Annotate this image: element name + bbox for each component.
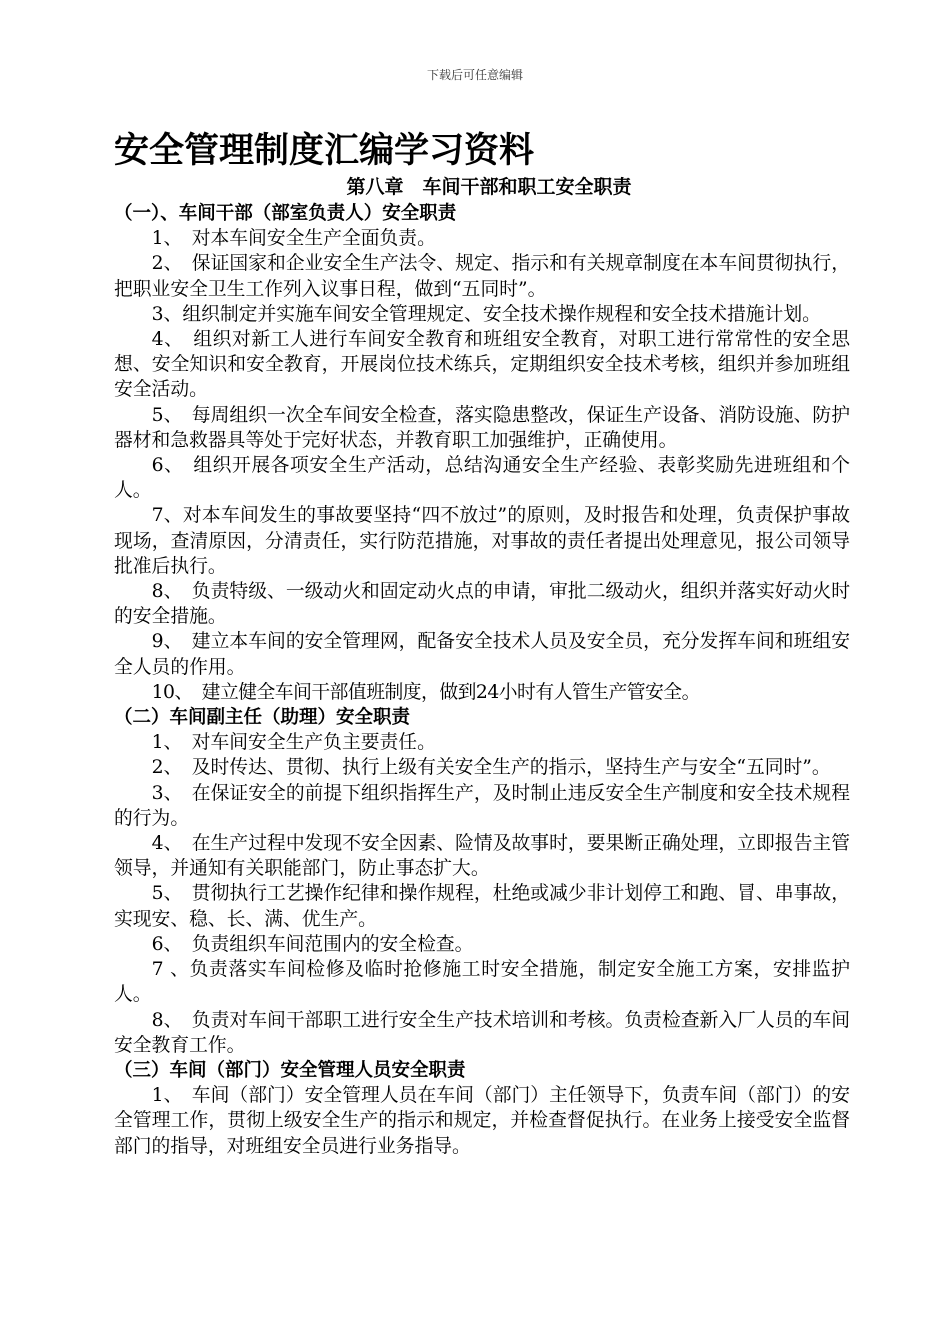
section-1-item-10: 10、 建立健全车间干部值班制度，做到24小时有人管生产管安全。: [151, 681, 700, 703]
section-2-item-6: 6、 负责组织车间范围内的安全检查。: [151, 933, 474, 955]
section-2-item-8: 8、 负责对车间干部职工进行安全生产技术培训和考核。负责检查新入厂人员的车间安全教育工作。: [114, 1009, 850, 1056]
header-note: 下载后可任意编辑: [426, 68, 523, 82]
section-2-item-7: 7 、负责落实车间检修及临时抢修施工时安全措施，制定安全施工方案，安排监护人。: [114, 959, 850, 1006]
document-title: 安全管理制度汇编学习资料: [114, 131, 535, 171]
section-2-item-5: 5、 贯彻执行工艺操作纪律和操作规程，杜绝或减少非计划停工和跑、冒、串事故，实现安、稳、长、满、优生产。: [114, 883, 850, 930]
section-heading-1: （一）、车间干部（部室负责人）安全职责: [114, 203, 457, 224]
chapter-title: 第八章 车间干部和职工安全职责: [346, 176, 632, 198]
section-1-item-4: 4、 组织对新工人进行车间安全教育和班组安全教育，对职工进行常常性的安全思想、安全知识和安全教育，开展岗位技术练兵，定期组织安全技术考核，组织并参加班组安全活动。: [114, 329, 850, 401]
section-1-item-5: 5、 每周组织一次全车间安全检查，落实隐患整改，保证生产设备、消防设施、防护器材和急救器具等处于完好状态，并教育职工加强维护，正确使用。: [114, 404, 850, 451]
section-1-item-8: 8、 负责特级、一级动火和固定动火点的申请，审批二级动火，组织并落实好动火时的安全措施。: [114, 581, 850, 628]
section-2-item-2: 2、 及时传达、贯彻、执行上级有关安全生产的指示，坚持生产与安全“五同时”。: [151, 757, 831, 779]
section-heading-3: （三）车间（部门）安全管理人员安全职责: [114, 1059, 466, 1081]
section-heading-2: （二）车间副主任（助理）安全职责: [114, 707, 411, 729]
section-1-item-2: 2、 保证国家和企业安全生产法令、规定、指示和有关规章制度在本车间贯彻执行，把职业安全卫生工作列入议事日程，做到“五同时”。: [114, 253, 850, 300]
section-1-item-3: 3、组织制定并实施车间安全管理规定、安全技术操作规程和安全技术措施计划。: [151, 303, 821, 325]
section-2-item-4: 4、 在生产过程中发现不安全因素、险情及故事时，要果断正确处理，立即报告主管领导，并通知有关职能部门，防止事态扩大。: [114, 833, 850, 880]
section-1-item-9: 9、 建立本车间的安全管理网，配备安全技术人员及安全员，充分发挥车间和班组安全人员的作用。: [114, 631, 850, 678]
section-2-item-1: 1、 对车间安全生产负主要责任。: [151, 732, 436, 754]
section-3-item-1: 1、 车间（部门）安全管理人员在车间（部门）主任领导下，负责车间（部门）的安全管理工作，贯彻上级安全生产的指示和规定，并检查督促执行。在业务上接受安全监督部门的指导，对班组安全员进行业务指导。: [114, 1085, 850, 1157]
section-1-item-7: 7、对本车间发生的事故要坚持“四不放过”的原则，及时报告和处理，负责保护事故现场，查清原因，分清责任，实行防范措施，对事故的责任者提出处理意见，报公司领导批准后执行。: [114, 505, 850, 577]
section-1-item-1: 1、 对本车间安全生产全面负责。: [151, 228, 436, 250]
section-2-item-3: 3、 在保证安全的前提下组织指挥生产，及时制止违反安全生产制度和安全技术规程的行为。: [114, 782, 850, 829]
section-1-item-6: 6、 组织开展各项安全生产活动，总结沟通安全生产经验、表彰奖励先进班组和个人。: [114, 455, 850, 502]
document-body: [114, 201, 850, 1159]
